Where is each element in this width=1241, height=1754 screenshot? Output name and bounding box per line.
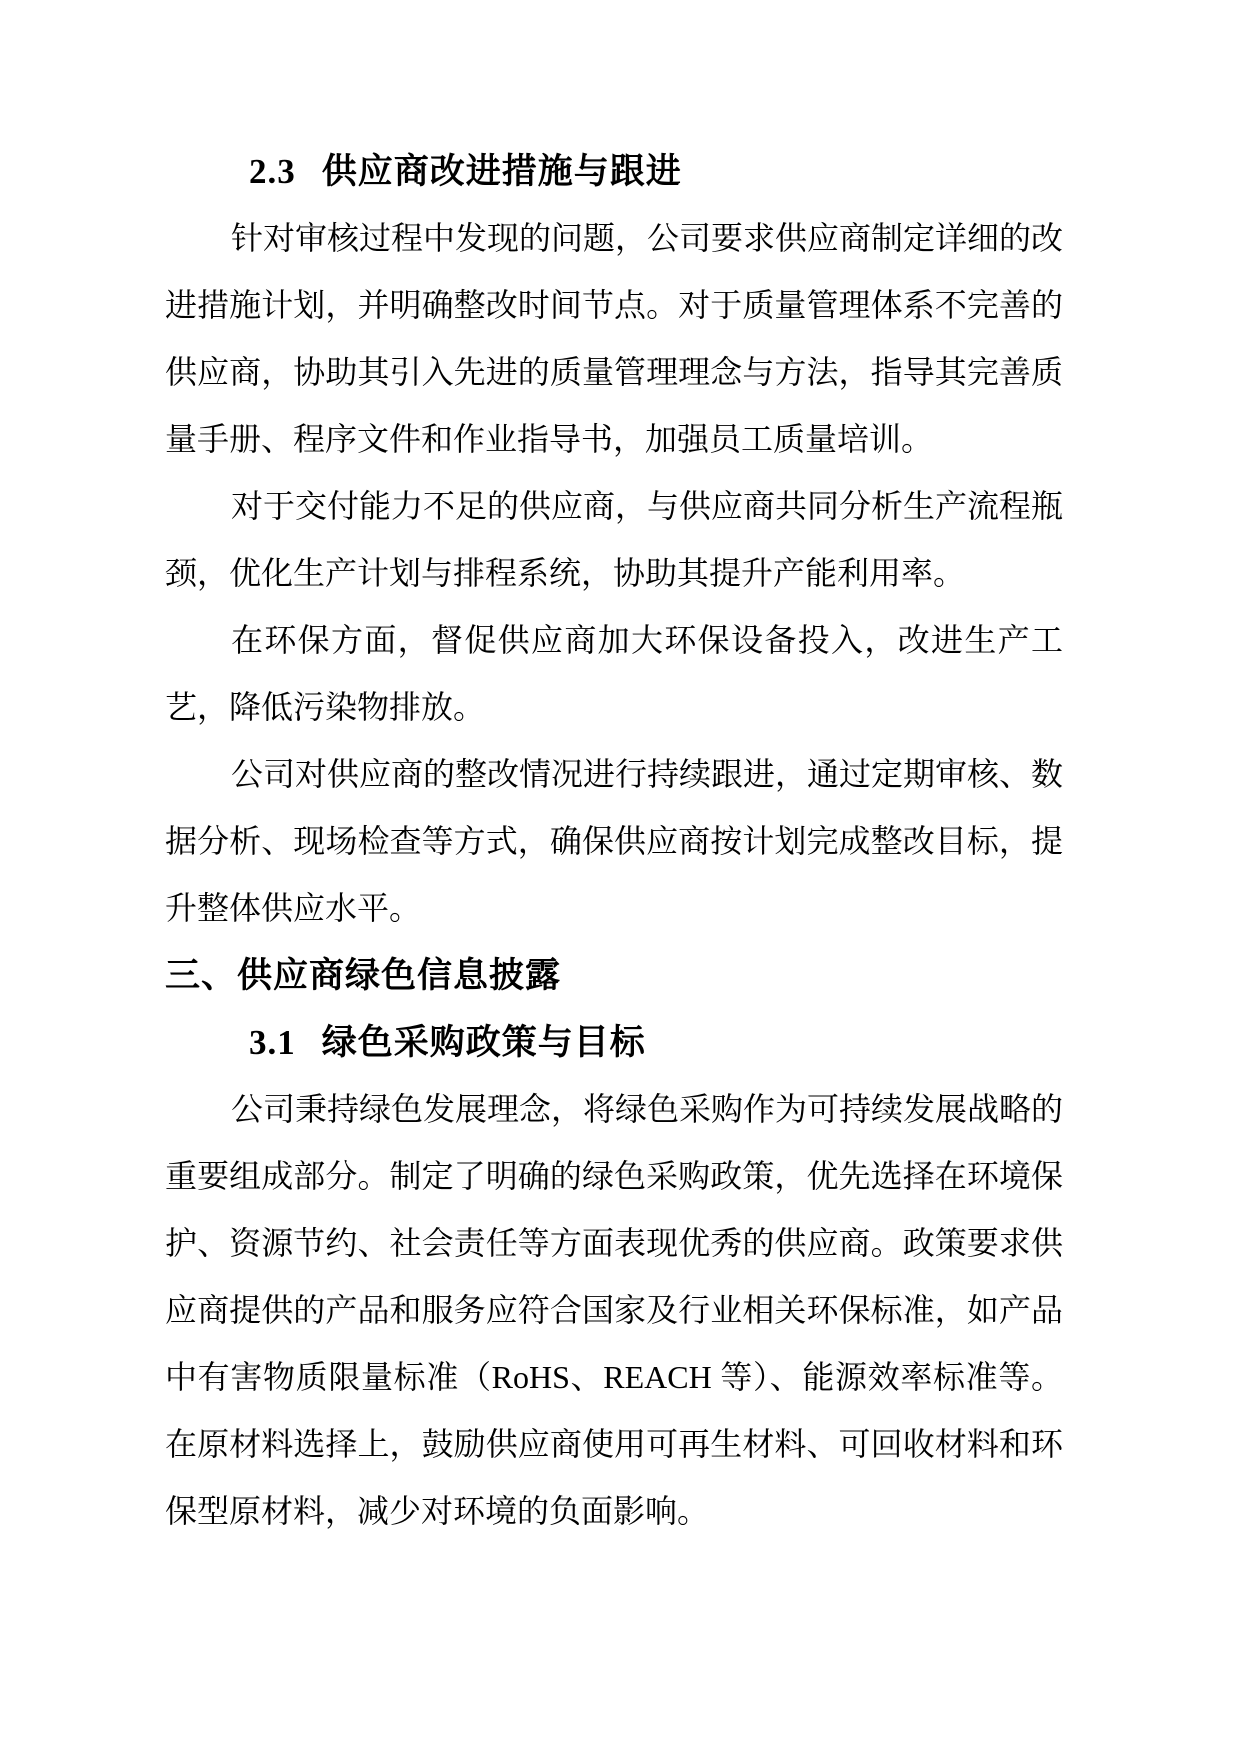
- heading-title: 绿色采购政策与目标: [321, 1023, 646, 1062]
- section-heading: [165, 942, 1063, 1009]
- heading-title: 供应商绿色信息披露: [237, 956, 562, 995]
- heading-number: 2.3: [249, 152, 296, 191]
- paragraph: 针对审核过程中发现的问题，公司要求供应商制定详细的改进措施计划，并明确整改时间节点。对于质量管理体系不完善的供应商，协助其引入先进的质量管理理念与方法，指导其完善质量手册、程序文件和作业指导书，加强员工质量培训。: [165, 220, 1064, 457]
- heading-title: 供应商改进措施与跟进: [321, 152, 682, 191]
- paragraph: 公司秉持绿色发展理念，将绿色采购作为可持续发展战略的重要组成部分。制定了明确的绿色采购政策，优先选择在环境保护、资源节约、社会责任等方面表现优秀的供应商。政策要求供应商提供的产品和服务应符合国家及行业相关环保标准，如产品中有害物质限量标准（RoHS、REACH 等）、能源效率标准等。在原材料选择上，鼓励供应商使用可再生材料、可回收材料和环保型原材料，减少对环境的负面影响。: [165, 1091, 1064, 1529]
- heading-number: 3.1: [249, 1023, 296, 1062]
- subsection-heading: [165, 1009, 1063, 1076]
- heading-number: 三、: [165, 956, 238, 995]
- subsection-heading: [165, 138, 1063, 205]
- document-content: [165, 138, 1063, 1545]
- paragraph: 对于交付能力不足的供应商，与供应商共同分析生产流程瓶颈，优化生产计划与排程系统，协助其提升产能利用率。: [165, 488, 1064, 591]
- paragraph: 公司对供应商的整改情况进行持续跟进，通过定期审核、数据分析、现场检查等方式，确保供应商按计划完成整改目标，提升整体供应水平。: [165, 756, 1064, 926]
- paragraph: 在环保方面，督促供应商加大环保设备投入，改进生产工艺，降低污染物排放。: [165, 622, 1063, 725]
